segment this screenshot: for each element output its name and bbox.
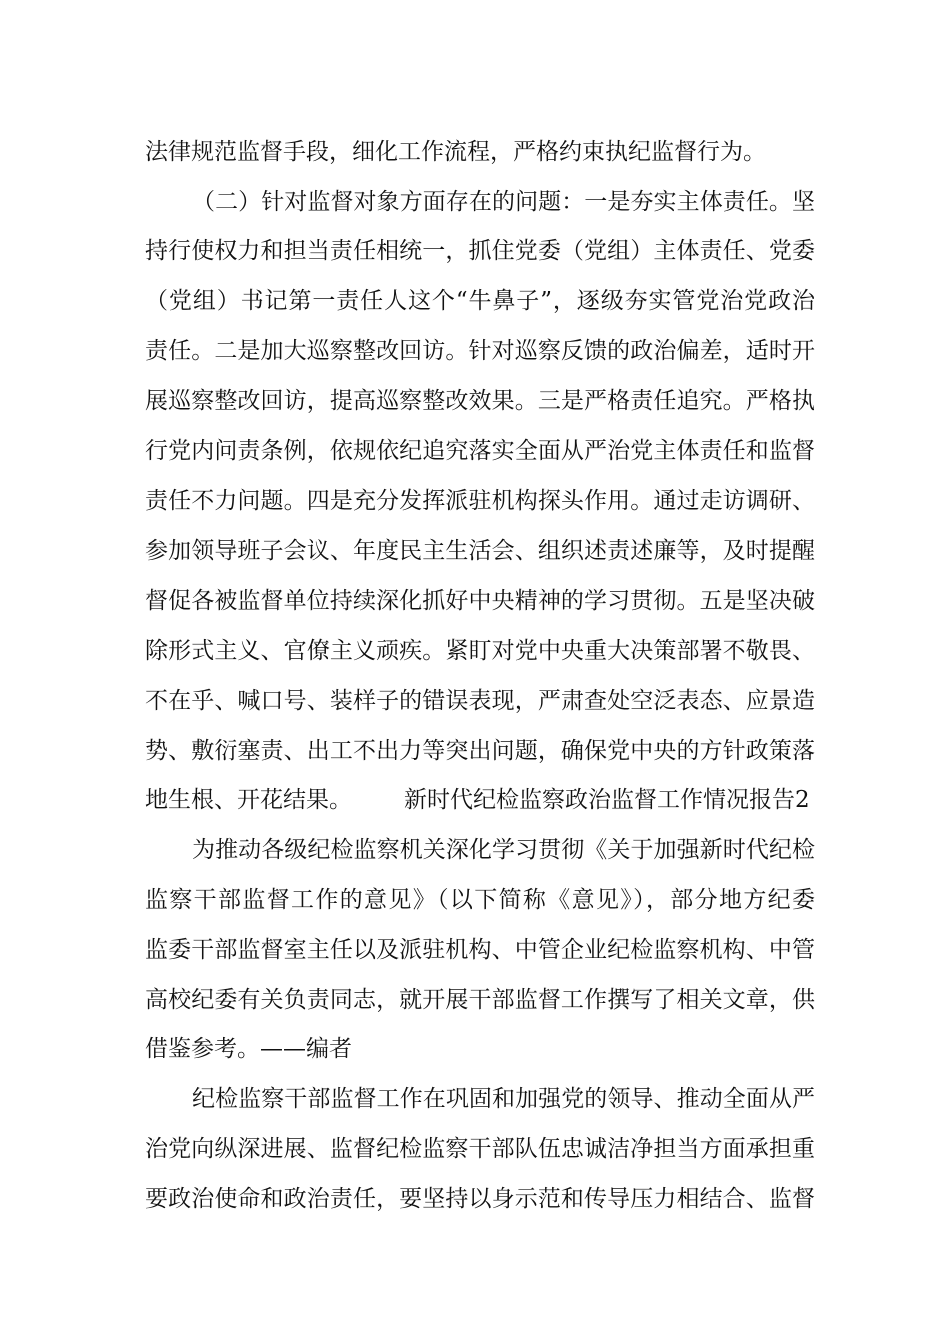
paragraph-line: 参加领导班子会议、年度民主生活会、组织述责述廉等，及时提醒 xyxy=(145,538,815,564)
paragraph-line: 行党内问责条例，依规依纪追究落实全面从严治党主体责任和监督 xyxy=(145,438,815,464)
paragraph-line: 纪检监察干部监督工作在巩固和加强党的领导、推动全面从严 xyxy=(192,1086,815,1112)
paragraph-line: 要政治使命和政治责任，要坚持以身示范和传导压力相结合、监督 xyxy=(145,1186,815,1212)
paragraph-line: 持行使权力和担当责任相统一，抓住党委（党组）主体责任、党委 xyxy=(145,238,815,264)
paragraph-line: 法律规范监督手段，细化工作流程，严格约束执纪监督行为。 xyxy=(145,139,766,165)
paragraph-line: 责任。二是加大巡察整改回访。针对巡察反馈的政治偏差，适时开 xyxy=(145,338,815,364)
paragraph-line: 治党向纵深进展、监督纪检监察干部队伍忠诚洁净担当方面承担重 xyxy=(145,1136,815,1162)
report-title: 新时代纪检监察政治监督工作情况报告2 xyxy=(404,787,810,813)
paragraph-line: （党组）书记第一责任人这个“牛鼻子”，逐级夯实管党治党政治 xyxy=(145,288,815,314)
paragraph-line: 势、敷衍塞责、出工不出力等突出问题，确保党中央的方针政策落 xyxy=(145,738,815,764)
paragraph-line: 监委干部监督室主任以及派驻机构、中管企业纪检监察机构、中管 xyxy=(145,937,815,963)
paragraph-line: 借鉴参考。——编者 xyxy=(145,1036,352,1062)
paragraph-line: 除形式主义、官僚主义顽疾。紧盯对党中央重大决策部署不敬畏、 xyxy=(145,638,815,664)
paragraph-line: 不在乎、喊口号、装样子的错误表现，严肃查处空泛表态、应景造 xyxy=(145,688,815,714)
paragraph-line: 为推动各级纪检监察机关深化学习贯彻《关于加强新时代纪检 xyxy=(192,837,815,863)
paragraph-line: 监察干部监督工作的意见》（以下简称《意见》），部分地方纪委 xyxy=(145,887,815,913)
paragraph-line: 高校纪委有关负责同志，就开展干部监督工作撰写了相关文章，供 xyxy=(145,987,815,1013)
paragraph-line: 地生根、开花结果。 xyxy=(145,787,352,813)
paragraph-line: 展巡察整改回访，提高巡察整改效果。三是严格责任追究。严格执 xyxy=(145,388,815,414)
paragraph-line-with-title xyxy=(145,782,815,818)
paragraph-line: （二）针对监督对象方面存在的问题：一是夯实主体责任。坚 xyxy=(192,189,815,215)
paragraph-line: 督促各被监督单位持续深化抓好中央精神的学习贯彻。五是坚决破 xyxy=(145,588,815,614)
paragraph-line: 责任不力问题。四是充分发挥派驻机构探头作用。通过走访调研、 xyxy=(145,488,815,514)
